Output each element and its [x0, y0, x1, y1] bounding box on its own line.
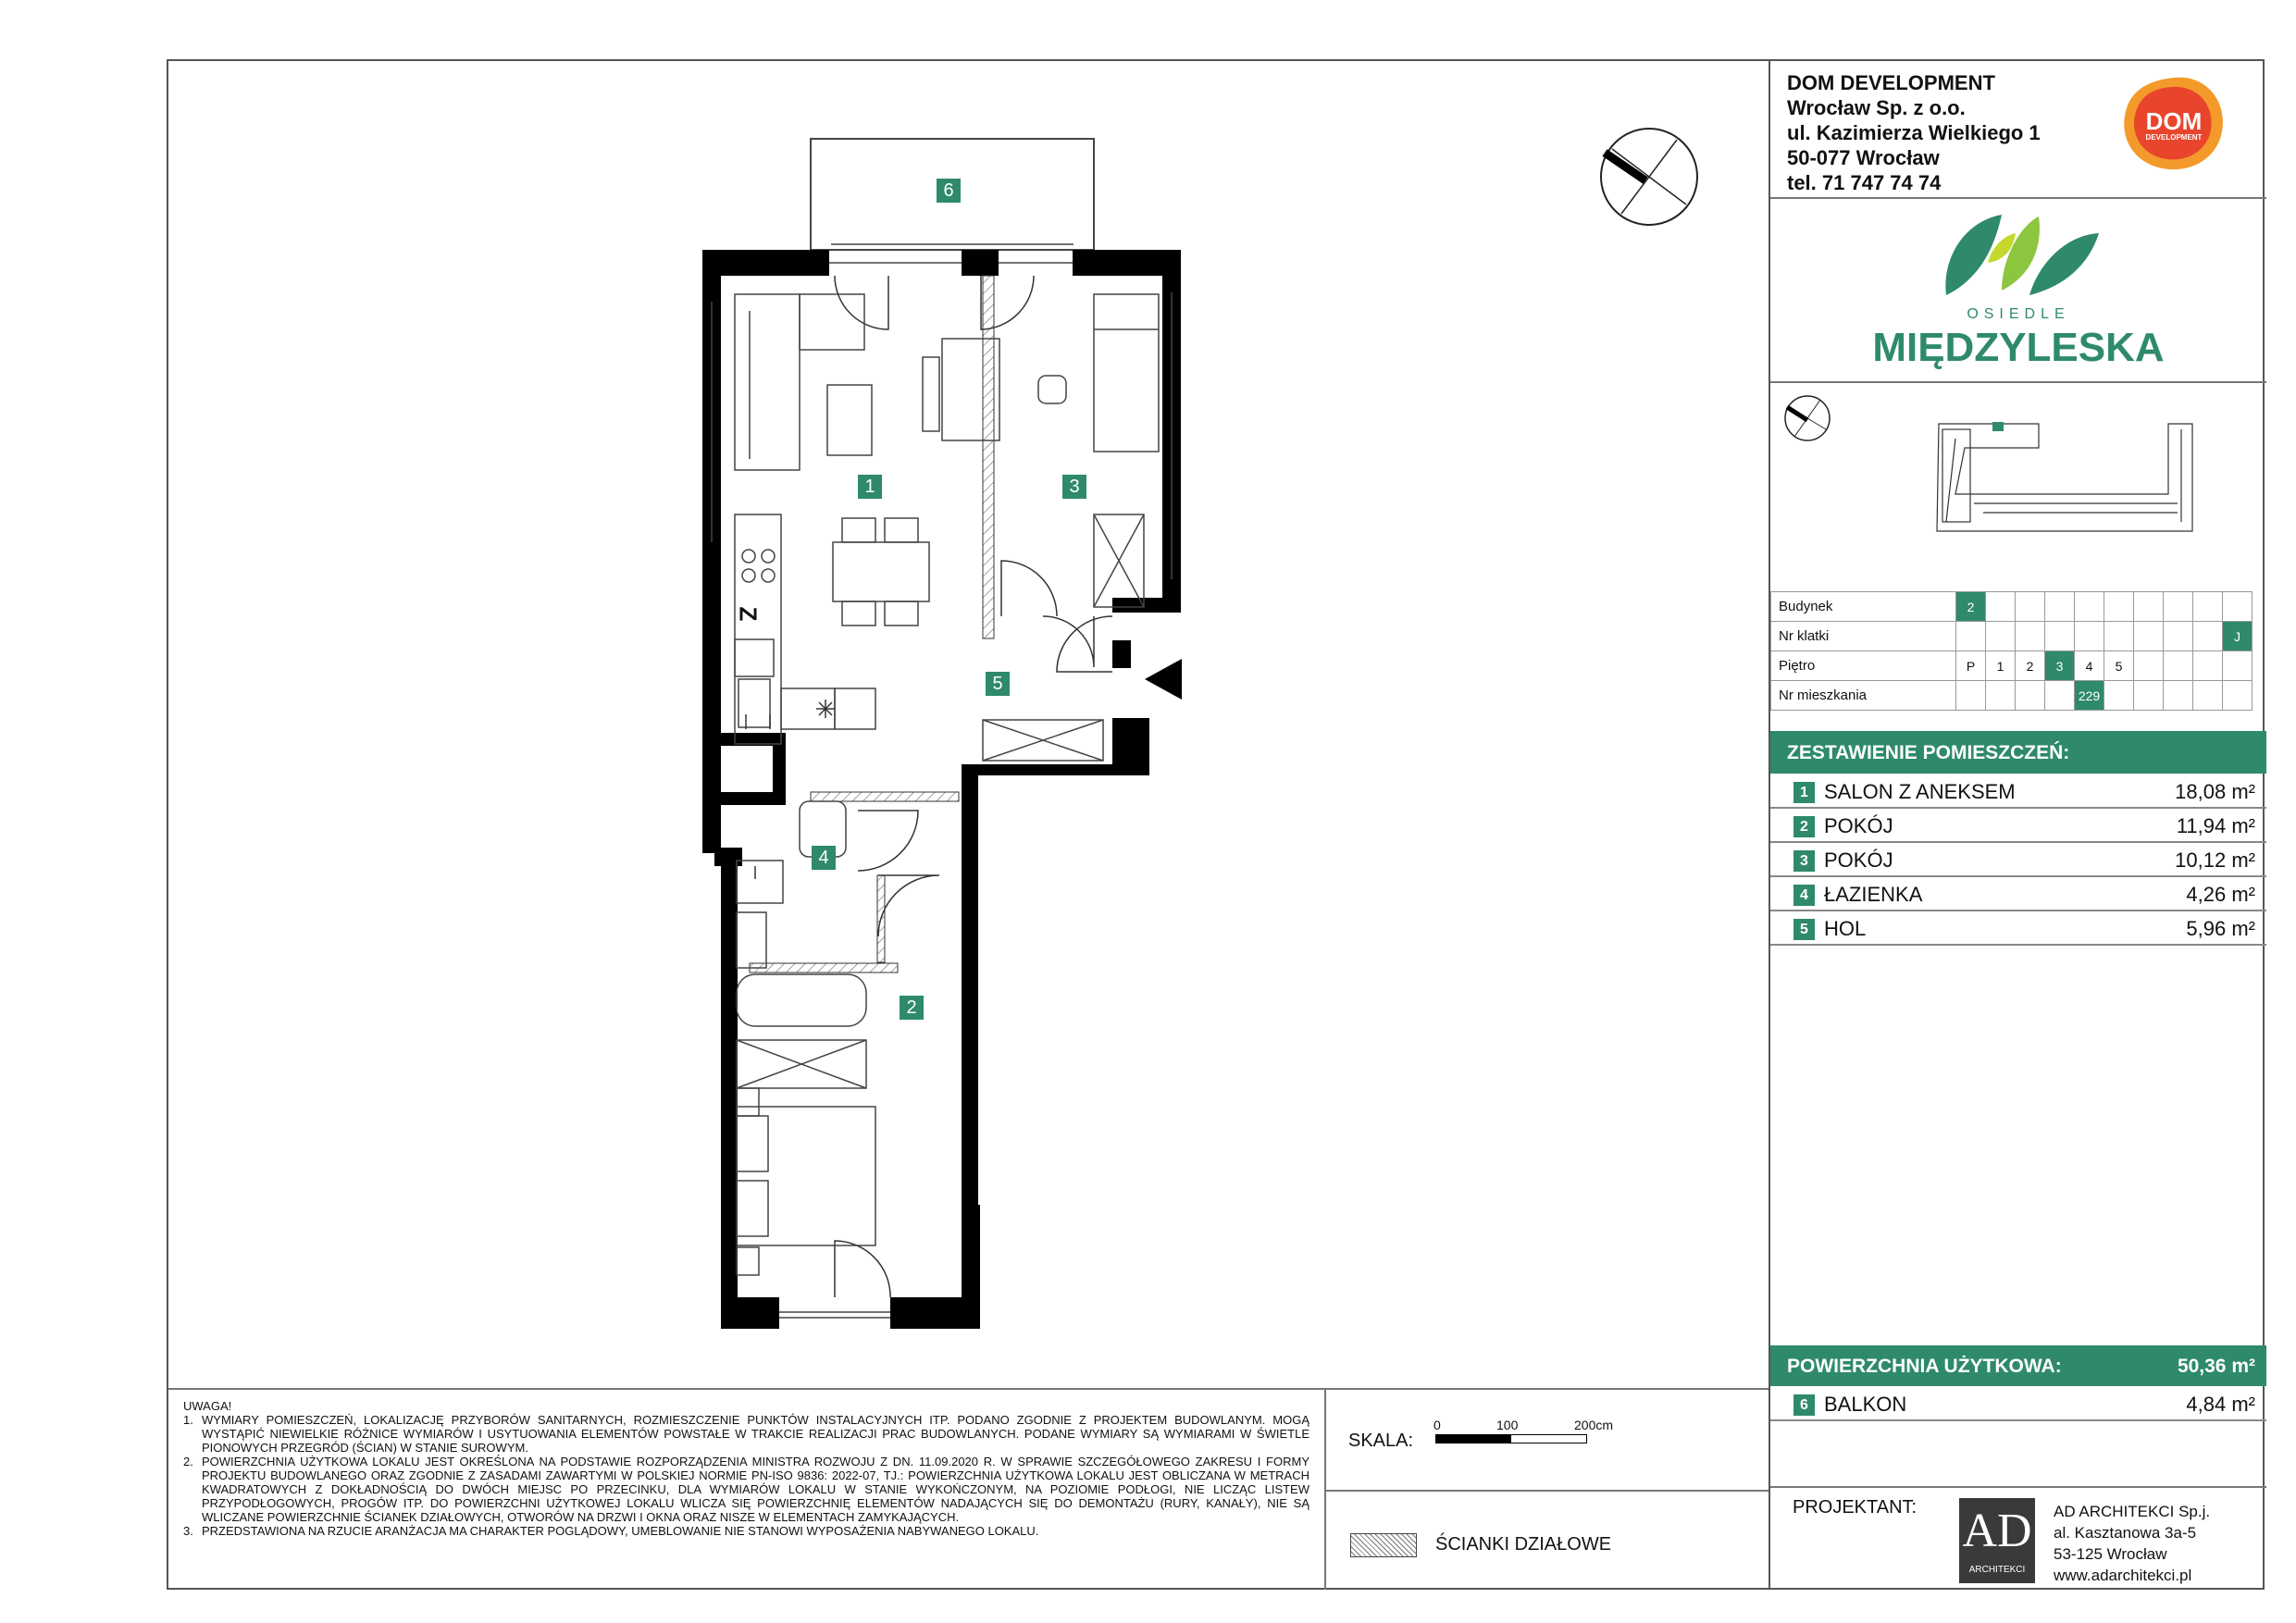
flat-value: 229 [2075, 681, 2104, 711]
vent-symbol [816, 700, 835, 718]
building-label: Budynek [1771, 592, 1956, 622]
designer-name: AD ARCHITEKCI Sp.j. [2054, 1503, 2211, 1520]
notes-section [168, 1388, 1324, 1590]
room-badge-1: 1 [858, 475, 882, 499]
room-row [1770, 912, 2266, 946]
scale-legend-box [1324, 1388, 1769, 1590]
room-num: 3 [1793, 850, 1815, 872]
info-panel [1769, 61, 2266, 1590]
developer-city: 50-077 Wrocław [1787, 146, 1940, 169]
room-area: 10,12 m² [2175, 849, 2255, 872]
designer-street: al. Kasztanowa 3a-5 [2054, 1524, 2197, 1542]
note-text: WYMIARY POMIESZCZEŃ, LOKALIZACJĘ PRZYBORÓW SANITARNYCH, ROZMIESZCZENIE PUNKTÓW INSTALACYJNYCH ITP. PODANO ZGODNIE Z PROJEKTEM BUDOWLANYM. MOGĄ WYSTĄPIĆ NIEWIELKIE RÓŻNICE WYMIARÓW I USYTUOWANIA ELEMENTÓW POWSTAŁE W TRAKCIE REALIZACJI PRAC BUDOWLANYCH. PODANE WYMIARY SĄ WYMIARAMI W ŚWIETLE PIONOWYCH PRZEGRÓD (ŚCIAN) W STANIE SUROWYM. [202, 1413, 1309, 1455]
room-area: 4,26 m² [2186, 883, 2255, 906]
dom-development-logo [2118, 74, 2229, 178]
scale-tick-200: 200cm [1574, 1418, 1614, 1432]
stair-value: J [2223, 622, 2253, 651]
designer-label: PROJEKTANT: [1793, 1497, 1917, 1518]
developer-street: ul. Kazimierza Wielkiego 1 [1787, 121, 2041, 144]
room-name: HOL [1824, 917, 1867, 940]
room-badge-4: 4 [812, 846, 836, 870]
total-area-value: 50,36 m² [2177, 1356, 2255, 1377]
room-num: 1 [1793, 782, 1815, 803]
total-area-bar [1770, 1345, 2266, 1386]
room-area: 5,96 m² [2186, 917, 2255, 940]
apartment-info-table [1770, 591, 2253, 711]
room-row [1770, 810, 2266, 843]
balcony-name: BALKON [1824, 1393, 1907, 1416]
total-area-label: POWIERZCHNIA UŻYTKOWA: [1787, 1356, 2062, 1377]
note-text: PRZEDSTAWIONA NA RZUCIE ARANŻACJA MA CHARAKTER POGLĄDOWY, UMEBLOWANIE NIE STANOWI WYPOSAŻENIA NABYWANEGO LOKALU. [202, 1524, 1039, 1538]
room-row [1770, 775, 2266, 809]
floor-cell: 4 [2075, 651, 2104, 681]
rooms-heading: ZESTAWIENIE POMIESZCZEŃ: [1770, 731, 2266, 774]
legend-label: ŚCIANKI DZIAŁOWE [1435, 1534, 1612, 1555]
north-arrow [1601, 129, 1697, 225]
room-row [1770, 844, 2266, 877]
balcony-row [1770, 1388, 2266, 1421]
floor-cell-selected: 3 [2045, 651, 2075, 681]
room-name: ŁAZIENKA [1824, 883, 1923, 906]
scale-label: SKALA: [1348, 1431, 1414, 1451]
scale-tick-0: 0 [1433, 1418, 1441, 1432]
partition-hatch-swatch [1350, 1533, 1417, 1557]
designer-web: www.adarchitekci.pl [2054, 1567, 2192, 1584]
developer-name: DOM DEVELOPMENT [1787, 71, 1995, 94]
balcony-num: 6 [1793, 1394, 1815, 1416]
note-item [183, 1524, 1309, 1538]
estate-prefix: OSIEDLE [1967, 306, 2070, 322]
estate-name: MIĘDZYLESKA [1872, 325, 2165, 370]
floor-plan-drawing [168, 61, 1769, 1388]
building-value: 2 [1956, 592, 1986, 622]
designer-city: 53-125 Wrocław [2054, 1545, 2167, 1563]
ad-logo-letters: AD [1962, 1505, 2032, 1557]
floor-cell: 1 [1986, 651, 2016, 681]
room-area: 18,08 m² [2175, 780, 2255, 803]
room-badge-2: 2 [900, 996, 924, 1020]
room-num: 4 [1793, 885, 1815, 906]
note-text: POWIERZCHNIA UŻYTKOWA LOKALU JEST OKREŚLONA NA PODSTAWIE ROZPORZĄDZENIA MINISTRA ROZWOJU Z DN. 11.09.2020 R. W SPRAWIE SZCZEGÓŁOWEGO ZAKRESU I FORMY PROJEKTU BUDOWLANEGO ORAZ ZGODNIE Z ZASADAMI ZAWARTYMI W POLSKIEJ NORMIE PN-ISO 9836: 2022-07, TJ.: POWIERZCHNIA UŻYTKOWA LOKALU JEST OBLICZANA W METRACH KWADRATOWYCH Z DOKŁADNOŚCIĄ DO DWÓCH MIEJSC PO PRZECINKU, DLA WYMIARÓW LOKALU W STANIE WYKOŃCZONYM, NA POZIOMIE PODŁOGI, NIE LICZĄC LISTEW PRZYPODŁOGOWYCH, PROGÓW ITP. DO POWIERZCHNI UŻYTKOWEJ LOKALU WLICZA SIĘ POWIERZCHNIĘ ELEMENTÓW NADAJĄCYCH SIĘ DO DEMONTAŻU (RURY, KANAŁY), NIE SĄ WLICZANE POWIERZCHNIE ŚCIANEK DZIAŁOWYCH, OTWORÓW NA DRZWI I OKNA ORAZ NISZE W ELEMENTACH ZAMYKAJĄCYCH. [202, 1455, 1309, 1524]
developer-legal: Wrocław Sp. z o.o. [1787, 96, 1966, 119]
room-num: 5 [1793, 919, 1815, 940]
developer-address [1787, 70, 2041, 195]
floor-cell: 5 [2104, 651, 2134, 681]
entrance-marker [1145, 659, 1182, 700]
scale-bar [1435, 1434, 1587, 1443]
floor-label: Piętro [1771, 651, 1956, 681]
room-num: 2 [1793, 816, 1815, 837]
estate-logo-leaves [1937, 207, 2104, 300]
furniture [735, 294, 1159, 1275]
dom-logo-text: DOM [2145, 107, 2203, 135]
floor-plan-sheet [167, 59, 2265, 1590]
note-number: 2. [183, 1455, 193, 1468]
flat-label: Nr mieszkania [1771, 681, 1956, 711]
note-item [183, 1455, 1309, 1524]
stair-label: Nr klatki [1771, 622, 1956, 651]
ad-logo-text: ARCHITEKCI [1968, 1565, 2026, 1575]
note-number: 1. [183, 1413, 193, 1427]
dom-logo-subtext: DEVELOPMENT [2145, 133, 2203, 142]
room-name: POKÓJ [1824, 849, 1893, 872]
room-name: POKÓJ [1824, 814, 1893, 837]
fridge-letter: Z [734, 606, 763, 622]
scale-tick-100: 100 [1496, 1418, 1519, 1432]
ad-architekci-logo [1959, 1498, 2035, 1583]
room-area: 11,94 m² [2176, 814, 2255, 837]
notes-title: UWAGA! [183, 1399, 232, 1413]
note-number: 3. [183, 1524, 193, 1538]
room-name: SALON Z ANEKSEM [1824, 780, 2016, 803]
room-badge-6: 6 [937, 179, 961, 203]
developer-phone: tel. 71 747 74 74 [1787, 171, 1942, 194]
floor-cell: P [1956, 651, 1986, 681]
designer-address [2054, 1501, 2210, 1586]
room-row [1770, 878, 2266, 911]
key-plan [1770, 383, 2266, 590]
room-badge-5: 5 [986, 672, 1010, 696]
floor-cell: 2 [2016, 651, 2045, 681]
note-item [183, 1413, 1309, 1455]
balcony-area: 4,84 m² [2186, 1393, 2255, 1416]
room-badge-3: 3 [1062, 475, 1086, 499]
